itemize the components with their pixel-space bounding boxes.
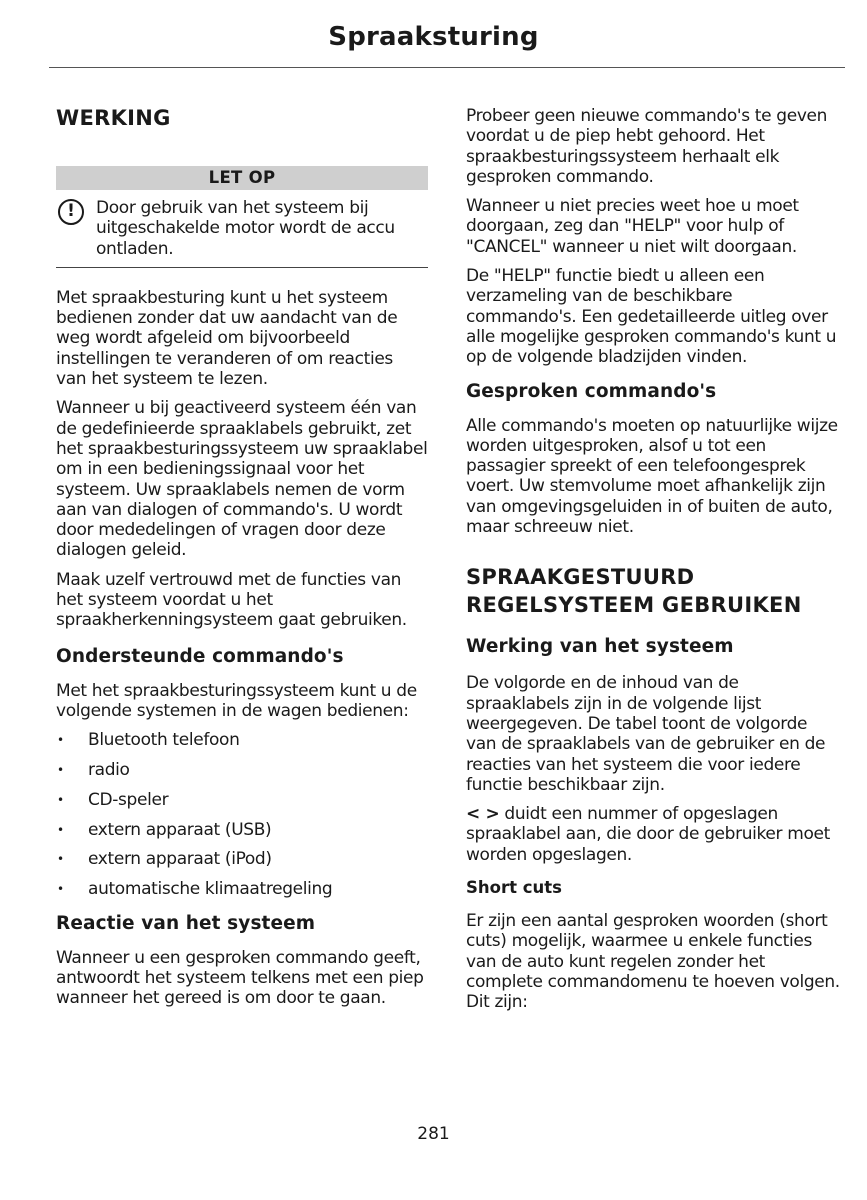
page-number: 281 <box>417 1124 450 1144</box>
left-column <box>56 96 428 1017</box>
heading-spraakgestuurd-regelsysteem: SPRAAKGESTUURD REGELSYSTEEM GEBRUIKEN <box>466 565 802 618</box>
list-item: • extern apparaat (USB) <box>56 820 428 840</box>
paragraph: Er zijn een aantal gesproken woorden (short cuts) mogelijk, waarmee u enkele functies van de auto kunt regelen zonder het complete commandomenu te hoeven volgen. Dit zijn: <box>466 911 840 1013</box>
heading-reactie-van-het-systeem: Reactie van het systeem <box>56 912 316 934</box>
heading-short-cuts: Short cuts <box>466 878 562 898</box>
symbol-description: duidt een nummer of opgeslagen spraaklabel aan, die door de gebruiker moet worden opgeslagen. <box>466 804 830 865</box>
heading-gesproken-commandos: Gesproken commando's <box>466 380 717 402</box>
paragraph <box>466 804 842 865</box>
paragraph: Probeer geen nieuwe commando's te geven voordat u de piep hebt gehoord. Het spraakbesturingssysteem herhaalt elk gesproken commando. <box>466 106 828 187</box>
heading-ondersteunde-commandos: Ondersteunde commando's <box>56 645 344 667</box>
heading-werking-van-het-systeem: Werking van het systeem <box>466 636 734 658</box>
exclamation-icon: ! <box>58 199 84 225</box>
right-column <box>466 96 842 1022</box>
paragraph: Met spraakbesturing kunt u het systeem bedienen zonder dat uw aandacht van de weg wordt afgeleid om bijvoorbeeld instellingen te veranderen of om reacties van het systeem te lezen. <box>56 287 398 390</box>
title-divider <box>49 67 845 68</box>
heading-werking: WERKING <box>56 106 171 130</box>
warning-box <box>56 190 428 268</box>
page-title: Spraaksturing <box>328 22 539 52</box>
paragraph: Met het spraakbesturingssysteem kunt u de volgende systemen in de wagen bedienen: <box>56 680 417 721</box>
placeholder-symbol: < > <box>466 804 500 825</box>
paragraph: Alle commando's moeten op natuurlijke wijze worden uitgesproken, alsof u tot een passagier spreekt of een telefoongesprek voert. Uw stemvolume moet afhankelijk zijn van omgevingsgeluiden in of buiten de auto, maar schreeuw niet. <box>466 415 838 538</box>
list-item: • radio <box>56 760 428 780</box>
paragraph: De volgorde en de inhoud van de spraaklabels zijn in de volgende lijst weergegeven. De tabel toont de volgorde van de spraaklabels van de gebruiker en de reacties van het systeem die voor iedere functie beschikbaar zijn. <box>466 673 826 795</box>
list-item: • Bluetooth telefoon <box>56 730 428 750</box>
warning-header: LET OP <box>56 166 428 190</box>
list-item: • CD-speler <box>56 790 428 810</box>
paragraph: Wanneer u een gesproken commando geeft, antwoordt het systeem telkens met een piep wanneer het gereed is om door te gaan. <box>56 947 424 1009</box>
paragraph: Wanneer u niet precies weet hoe u moet doorgaan, zeg dan "HELP" voor hulp of "CANCEL" wanneer u niet wilt doorgaan. <box>466 196 799 257</box>
paragraph: Wanneer u bij geactiveerd systeem één van de gedefinieerde spraaklabels gebruikt, zet het spraakbesturingssysteem uw spraaklabel om in een bedieningssignaal voor het systeem. Uw spraaklabels nemen de vorm aan van dialogen of commando's. U wordt door mededelingen of vragen door deze dialogen geleid. <box>56 398 428 561</box>
paragraph: De "HELP" functie biedt u alleen een verzameling van de beschikbare commando's. Een gedetailleerde uitleg over alle mogelijke gesproken commando's kunt u op de volgende bladzijden vinden. <box>466 266 837 368</box>
systems-list <box>56 730 428 899</box>
list-item: • automatische klimaatregeling <box>56 879 428 899</box>
paragraph: Maak uzelf vertrouwd met de functies van het systeem voordat u het spraakherkenningsysteem gaat gebruiken. <box>56 569 407 631</box>
list-item: • extern apparaat (iPod) <box>56 849 428 869</box>
warning-text: Door gebruik van het systeem bij uitgeschakelde motor wordt de accu ontladen. <box>96 198 395 259</box>
